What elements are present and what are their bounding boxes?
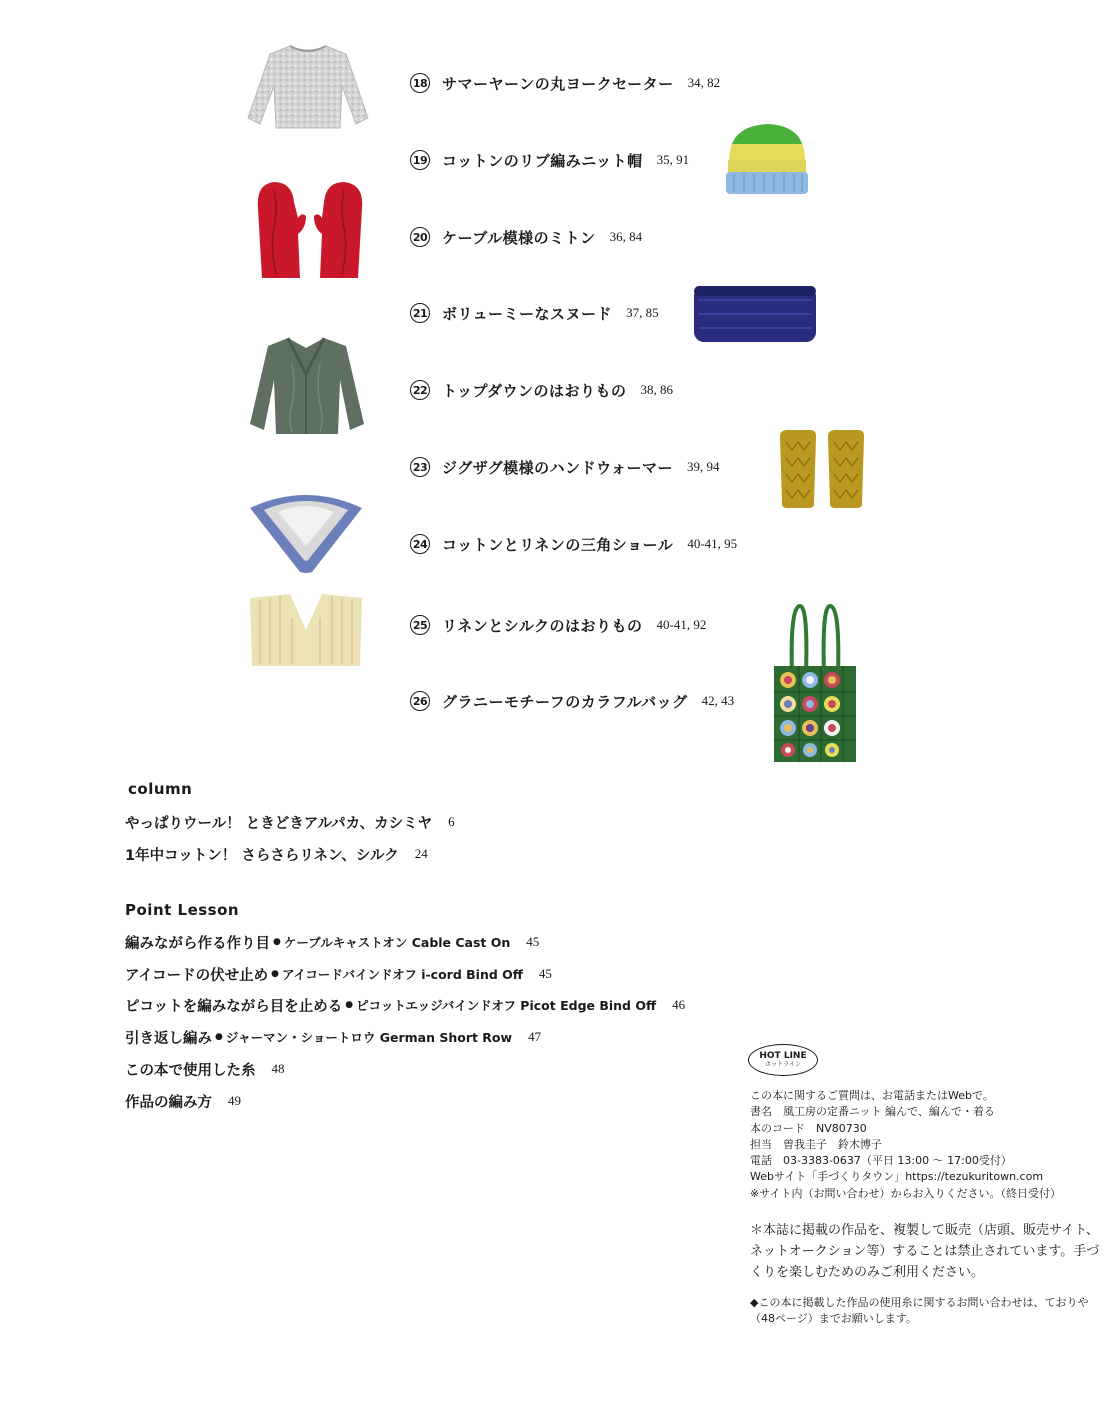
item-title: ジグザグ模様のハンドウォーマー xyxy=(442,458,674,477)
mittens-icon xyxy=(248,178,374,282)
shawl-icon xyxy=(248,488,364,574)
item-number: 21 xyxy=(410,303,430,323)
list-item[interactable] xyxy=(410,224,642,250)
lesson-entry-title: ピコットを編みながら目を止める xyxy=(125,998,343,1015)
lesson-entry-page: 47 xyxy=(528,1029,542,1044)
item-title: トップダウンのはおりもの xyxy=(442,381,627,400)
phone: 電話 03-3383-0637（平日 13:00 ～ 17:00受付） xyxy=(750,1154,1012,1168)
bullet-icon: ● xyxy=(345,1000,354,1010)
item-pages: 35, 91 xyxy=(656,152,690,167)
list-item[interactable] xyxy=(410,531,737,557)
knit-hat-icon xyxy=(718,120,816,198)
item-pages: 37, 85 xyxy=(626,305,659,320)
lesson-entry[interactable] xyxy=(125,1089,241,1113)
lesson-entry[interactable] xyxy=(125,993,685,1017)
bullet-icon: ● xyxy=(273,937,281,947)
hotline-logo xyxy=(748,1044,818,1076)
hand-warmers-icon xyxy=(774,428,870,510)
list-item[interactable] xyxy=(410,454,720,480)
column-entry-page: 24 xyxy=(414,846,428,861)
item-pages: 42, 43 xyxy=(701,693,735,708)
list-item[interactable] xyxy=(410,300,659,326)
item-number: 23 xyxy=(410,457,430,477)
lesson-entry-technique: ジャーマン・ショートロウ German Short Row xyxy=(225,1030,513,1045)
lesson-entry-title: 作品の編み方 xyxy=(125,1094,212,1111)
lesson-entry-technique: アイコードバインドオフ i-cord Bind Off xyxy=(281,967,523,982)
bullet-icon: ● xyxy=(215,1032,223,1042)
book-title: 書名 風工房の定番ニット 編んで、編んで・着る xyxy=(750,1105,995,1119)
hotline-logo-en: HOT LINE xyxy=(759,1051,807,1061)
lesson-entry-page: 49 xyxy=(228,1093,241,1108)
item-title: ケーブル模様のミトン xyxy=(442,228,596,247)
item-title: サマーヤーンの丸ヨークセーター xyxy=(442,74,674,93)
contact-intro: この本に関するご質問は、お電話またはWebで。 xyxy=(750,1089,994,1102)
hotline-logo-jp: ホットライン xyxy=(765,1061,801,1068)
lesson-entry-title: 編みながら作る作り目 xyxy=(125,935,270,952)
yarn-inquiry-note: ◆この本に掲載した作品の使用糸に関するお問い合わせは、ておりや（48ページ）までお願いします。 xyxy=(750,1296,1089,1325)
website-link[interactable]: Webサイト「手づくりタウン」https://tezukuritown.com xyxy=(750,1170,1044,1184)
website-note: ※サイト内（お問い合わせ）からお入りください。（終日受付） xyxy=(750,1186,1061,1200)
item-number: 25 xyxy=(410,615,430,635)
list-item[interactable] xyxy=(410,70,720,96)
lesson-entry[interactable] xyxy=(125,962,552,986)
lesson-entry-title: この本で使用した糸 xyxy=(125,1062,256,1079)
column-entry[interactable] xyxy=(125,810,455,834)
item-pages: 36, 84 xyxy=(609,229,643,244)
column-heading: column xyxy=(128,780,193,798)
item-pages: 34, 82 xyxy=(687,75,721,90)
lesson-entry-page: 45 xyxy=(526,934,540,949)
item-title: コットンとリネンの三角ショール xyxy=(442,535,674,554)
item-number: 26 xyxy=(410,691,430,711)
item-pages: 40-41, 95 xyxy=(687,536,738,551)
item-number: 22 xyxy=(410,380,430,400)
item-title: ボリューミーなスヌード xyxy=(442,304,613,323)
item-pages: 40-41, 92 xyxy=(656,617,707,632)
item-number: 20 xyxy=(410,227,430,247)
editors: 担当 曽我圭子 鈴木博子 xyxy=(750,1137,882,1151)
book-code: 本のコード NV80730 xyxy=(750,1121,867,1135)
lesson-entry-title: 引き返し編み xyxy=(125,1030,212,1047)
item-number: 18 xyxy=(410,73,430,93)
item-title: リネンとシルクのはおりもの xyxy=(442,616,643,635)
item-pages: 38, 86 xyxy=(640,382,674,397)
lesson-entry[interactable] xyxy=(125,1057,285,1081)
sweater-icon xyxy=(246,40,370,132)
column-entry-page: 6 xyxy=(448,814,455,829)
lesson-entry-page: 45 xyxy=(538,966,552,981)
item-number: 24 xyxy=(410,534,430,554)
list-item[interactable] xyxy=(410,688,734,714)
lesson-entry-page: 46 xyxy=(672,997,686,1012)
column-entry-title: 1年中コットン！ さらさらリネン、シルク xyxy=(125,847,399,864)
list-item[interactable] xyxy=(410,612,706,638)
lesson-entry-page: 48 xyxy=(271,1061,285,1076)
cardigan-icon xyxy=(248,334,366,438)
column-entry[interactable] xyxy=(125,842,428,866)
copyright-notice: ＊本誌に掲載の作品を、複製して販売（店頭、販売サイト、ネットオークション等）することは禁止されています。手づくりを楽しむためのみご利用ください。 xyxy=(750,1223,1100,1280)
bullet-icon: ● xyxy=(271,969,279,979)
column-entry-title: やっぱりウール！ ときどきアルパカ、カシミヤ xyxy=(125,815,433,832)
item-title: グラニーモチーフのカラフルバッグ xyxy=(442,692,688,711)
point-lesson-heading: Point Lesson xyxy=(125,901,240,919)
lesson-entry[interactable] xyxy=(125,1025,541,1049)
contact-info xyxy=(750,1088,1061,1202)
granny-bag-icon xyxy=(770,604,860,766)
item-number: 19 xyxy=(410,150,430,170)
list-item[interactable] xyxy=(410,377,673,403)
snood-icon xyxy=(690,280,820,350)
item-pages: 39, 94 xyxy=(687,459,720,474)
lesson-entry[interactable] xyxy=(125,930,539,954)
lesson-entry-technique: ピコットエッジバインドオフ Picot Edge Bind Off xyxy=(356,998,657,1013)
item-title: コットンのリブ編みニット帽 xyxy=(442,151,643,170)
list-item[interactable] xyxy=(410,147,689,173)
lesson-entry-title: アイコードの伏せ止め xyxy=(125,967,269,984)
vest-icon xyxy=(246,590,366,670)
lesson-entry-technique: ケーブルキャストオン Cable Cast On xyxy=(283,935,511,950)
